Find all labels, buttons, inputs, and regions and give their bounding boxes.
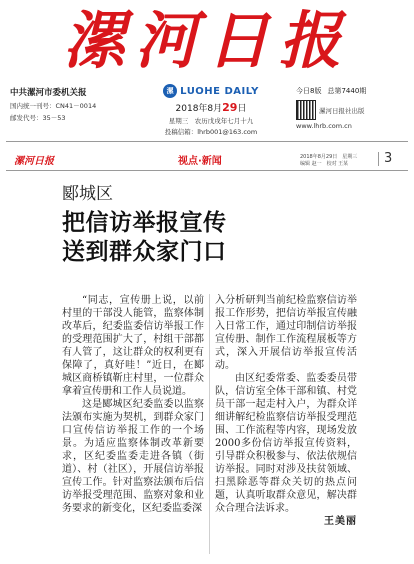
- luohe-daily-logo: [148, 84, 274, 98]
- section-date: 2018年8月29日 星期三: [300, 154, 358, 160]
- article-author: 王美丽: [324, 516, 357, 527]
- section-editor: 编辑 赵一 校对 王某: [300, 161, 349, 167]
- issue-date-block: [148, 84, 274, 136]
- masthead-title: 漯河日报: [62, 4, 351, 77]
- website: www.lhrb.com.cn: [296, 122, 352, 130]
- headline-line-2: 送到群众家门口: [62, 238, 227, 265]
- section-logo: 漯河日报: [14, 156, 54, 167]
- logo-english: LUOHE DAILY: [180, 85, 259, 97]
- publisher-name: 中共漯河市委机关报: [10, 88, 87, 98]
- cn-number: 国内统一刊号：CN41－0014: [10, 102, 97, 110]
- article-column-left: [62, 294, 204, 515]
- masthead-divider: [6, 141, 408, 142]
- article-paragraph: 这是郾城区纪委监委以监察法颁布实施为契机，到群众家门口宣传信访举报工作的一个场景。为适应监察体制改革新要求，区纪委监委走进各镇（街道）、村（社区），开展信访举报宣传工作。针对监察法颁布后信访举报受理范围、监察对象和业务要求的新变化，区纪委监委深: [62, 399, 204, 514]
- section-meta: [300, 154, 357, 168]
- headline-line-1: 把信访举报宣传: [62, 209, 227, 236]
- article-paragraph: “同志，宣传册上说，以前村里的干部没人能管，监察体制改革后，纪委监委信访举报工作的受理范围扩大了，村组干部都有人管了，这让群众的权利更有保障了，真好哇！”近日，在郾城区商桥镇靳庄村里，一位群众拿着宣传册和工作人员说道。: [62, 295, 204, 397]
- weekday-lunar: 星期三 农历戊戌年七月十九: [168, 117, 254, 125]
- article-column-right: [215, 294, 357, 528]
- issue-number: 总第7440期: [327, 87, 367, 95]
- edition-info: [296, 86, 408, 130]
- edition-line: [296, 86, 408, 96]
- article-paragraph: 由区纪委常委、监委委员带队，信访室全体干部和镇、村党员干部一起走村入户，为群众详细讲解纪检监察信访举报受理范围、工作流程等内容，现场发放2000多份信访举报宣传资料，引导群众积极参与、依法依规信访举报。同时对涉及扶贫领域、扫黑除恶等群众关切的热点问题，认真听取群众意见，解决群众合理合法诉求。: [215, 373, 357, 514]
- publisher-org: 漯河日报社出版: [319, 106, 365, 115]
- page-number-divider: [378, 152, 379, 166]
- section-title: 视点·新闻: [178, 156, 222, 167]
- page-number: 3: [384, 151, 393, 166]
- publisher-info: [10, 86, 150, 122]
- logo-mark-icon: 漯: [163, 84, 177, 98]
- issue-date-prefix: 2018年8月: [175, 104, 223, 114]
- qr-code-icon: [296, 100, 316, 120]
- issue-date: [148, 101, 274, 114]
- section-divider: [6, 170, 408, 171]
- postal-code: 邮发代号：35－53: [10, 114, 66, 122]
- submission-email: 投稿信箱：lhrb001@163.com: [164, 128, 258, 136]
- issue-date-suffix: 日: [237, 104, 247, 114]
- issue-date-day: 29: [222, 101, 238, 114]
- page-count: 今日8版: [296, 87, 322, 95]
- article-kicker: 郾城区: [62, 184, 113, 204]
- article-paragraph: 入分析研判当前纪检监察信访举报工作形势，把信访举报宣传融入日常工作，通过印制信访举报宣传册、制作工作流程展板等方式，深入开展信访举报宣传活动。: [215, 295, 357, 371]
- column-divider: [209, 294, 210, 554]
- article-headline: [62, 208, 227, 266]
